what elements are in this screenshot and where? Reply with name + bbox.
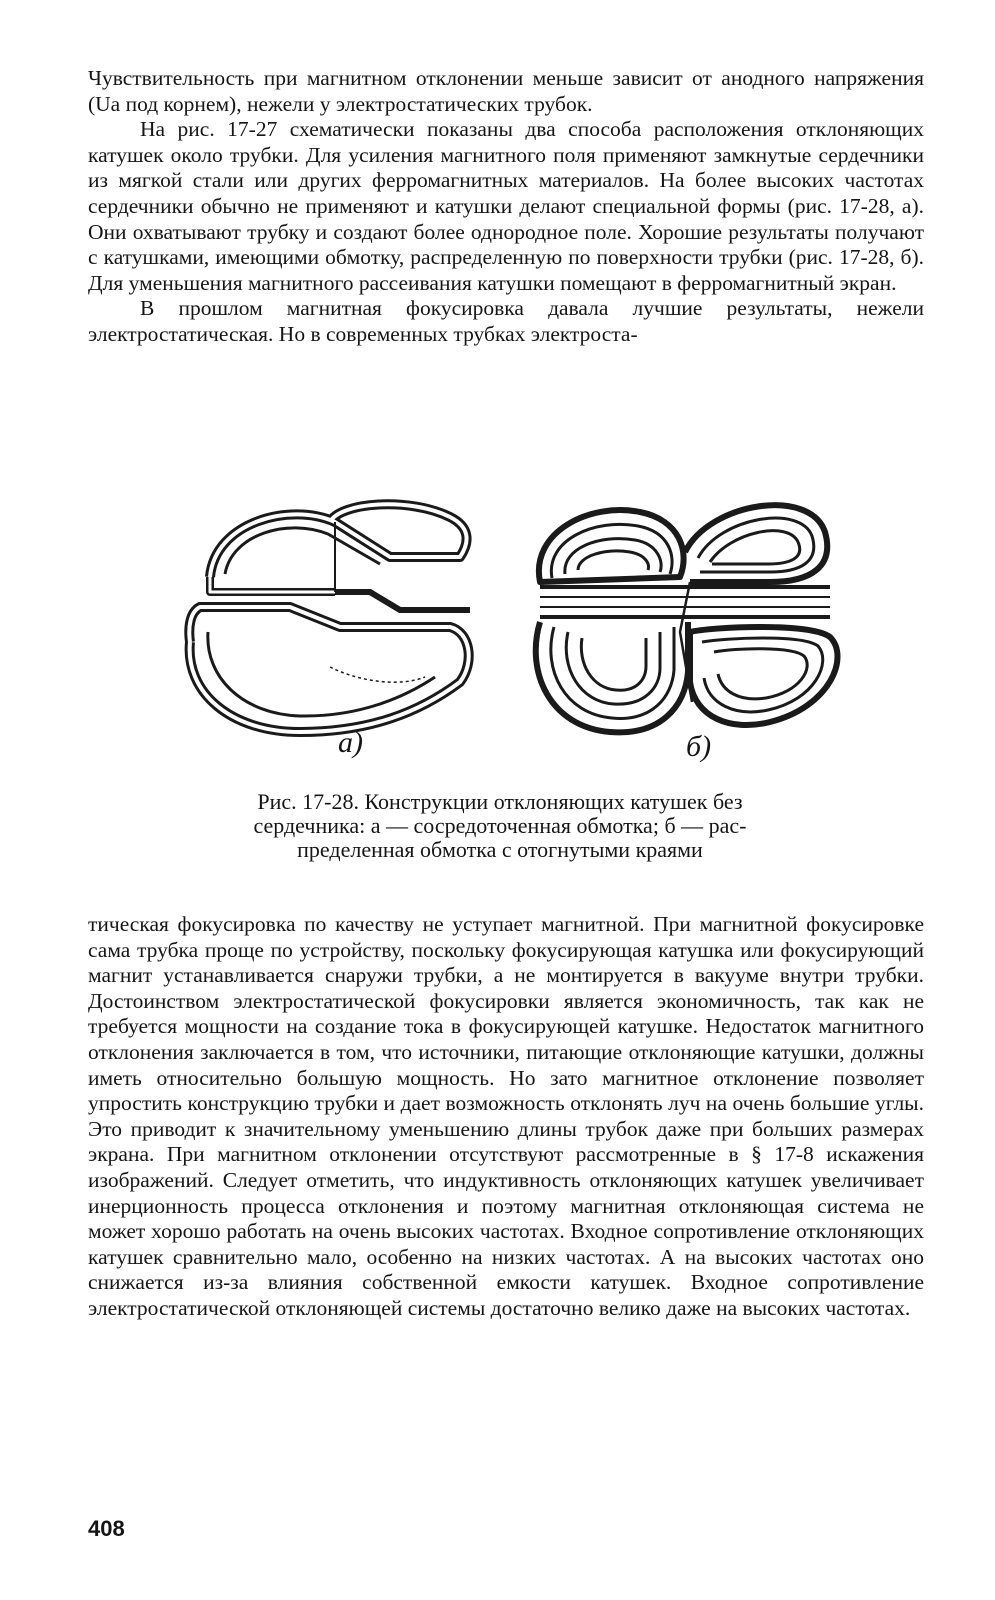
top-text-block (88, 66, 924, 348)
coil-b-drawing (536, 505, 838, 732)
caption-line-3: пределенная обмотка с отогнутыми краями (297, 837, 703, 862)
caption-line-2: сердечника: а — сосредоточенная обмотка; б — рас- (253, 813, 747, 838)
figure-label-a: а) (338, 726, 363, 759)
caption-line-1: Рис. 17-28. Конструкции отклоняющих катушек без (257, 789, 743, 814)
bottom-text-block (88, 912, 924, 1322)
page-number: 408 (88, 1516, 125, 1541)
figure-deflection-coils (170, 482, 850, 772)
figure-caption (140, 790, 860, 862)
deflection-coils-drawing (170, 482, 850, 772)
figure-label-b: б) (686, 730, 712, 763)
paragraph-focusing-start: В прошлом магнитная фокусировка давала лучшие результаты, нежели электростатическая. Но в современных трубках электроста- (88, 296, 924, 346)
paragraph-sensitivity: Чувствительность при магнитном отклонении меньше зависит от анодного напряжения (Ua под корнем), нежели у электростатических трубок. (88, 66, 924, 116)
paragraph-coil-arrangement: На рис. 17-27 схематически показаны два способа расположения отклоняющих катушек около трубки. Для усиления магнитного поля применяют замкнутые сердечники из мягкой стали или других ферромагнитных материалов. На более высоких частотах сердечники обычно не применяют и катушки делают специальной формы (рис. 17-28, а). Они охватывают трубку и создают более однородное поле. Хорошие результаты получают с катушками, имеющими обмотку, распределенную по поверхности трубки (рис. 17-28, б). Для уменьшения магнитного рассеивания катушки помещают в ферромагнитный экран. (88, 117, 924, 295)
paragraph-focusing-continuation: тическая фокусировка по качеству не уступает магнитной. При магнитной фокусировке сама трубка проще по устройству, поскольку фокусирующая катушка или фокусирующий магнит устанавливается снаружи трубки, а не монтируется в вакууме внутри трубки. Достоинством электростатической фокусировки является экономичность, так как не требуется мощности на создание тока в фокусирующей катушке. Недостаток магнитного отклонения заключается в том, что источники, питающие отклоняющие катушки, должны иметь относительно большую мощность. Но зато магнитное отклонение позволяет упростить конструкцию трубки и дает возможность отклонять луч на очень большие углы. Это приводит к значительному уменьшению длины трубок даже при больших размерах экрана. При магнитном отклонении отсутствуют рассмотренные в § 17-8 искажения изображений. Следует отметить, что индуктивность отклоняющих катушек увеличивает инерционность процесса отклонения и поэтому магнитная отклоняющая система не может хорошо работать на очень высоких частотах. Входное сопротивление отклоняющих катушек сравнительно мало, особенно на низких частотах. А на высоких частотах оно снижается из-за влияния собственной емкости катушек. Входное сопротивление электростатической отклоняющей системы достаточно велико даже на высоких частотах. (88, 912, 924, 1320)
coil-a-drawing (189, 504, 470, 732)
